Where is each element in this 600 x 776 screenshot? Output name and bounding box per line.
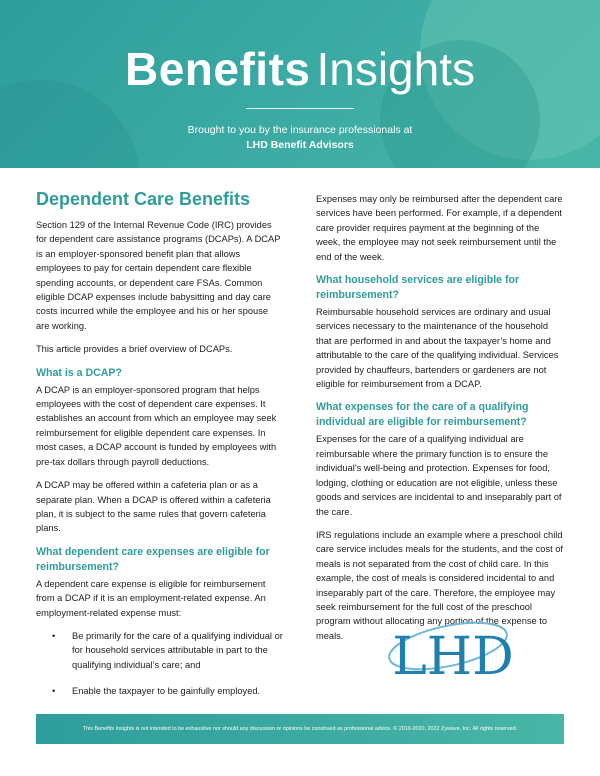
header-banner (0, 0, 600, 168)
list-item-text: Be primarily for the care of a qualifying individual or for household services attributable in part to the qualifying individual’s care; and (72, 630, 283, 670)
company-name: LHD Benefit Advisors (246, 139, 354, 151)
what-paragraph-2: A DCAP may be offered within a cafeteria plan or as a separate plan. When a DCAP is offered within a cafeteria plan, it is subject to the same rules that govern cafeteria plans. (36, 480, 271, 534)
newsletter-title (0, 43, 600, 95)
heading-what-is-dcap: What is a DCAP? (36, 366, 122, 379)
article-title: Dependent Care Benefits (36, 189, 251, 209)
bullet: • (52, 630, 56, 641)
bullet: • (52, 686, 56, 697)
logo-text: LHD (392, 627, 514, 686)
list-item (36, 684, 284, 698)
list-item (36, 629, 284, 672)
intro-paragraph: Section 129 of the Internal Revenue Code (IRC) provides for dependent care assistance programs (DCAPs). A DCAP is an employer-sponsored benefit plan that allows employees to pay for certain dependent care flexible spending accounts, or dependent care FSAs. Common eligible DCAP expenses include babysitting and day care costs incurred while the employee and his or her spouse are working. (36, 220, 281, 331)
footer-bar (36, 714, 564, 744)
care-paragraph: Expenses for the care of a qualifying individual are reimbursable where the primary function is to ensure the individual’s well-being and protection. Expenses for food, lodging, clothing or education are not eligible, unless these goods and services are incidental to and inseparably part of the care. (316, 434, 562, 517)
what-paragraph-1: A DCAP is an employer-sponsored program that helps employees with the cost of dependent care expenses. It establishes an account from which an employee may seek reimbursement for eligible dependent care expenses. In most cases, a DCAP account is funded by employees with pre-tax dollars through payroll deductions. (36, 384, 277, 467)
list-item-text: Enable the taxpayer to be gainfully employed. (72, 686, 261, 697)
intro-note: This article provides a brief overview of DCAPs. (36, 344, 233, 355)
heading-qualifying-care: What expenses for the care of a qualifying individual are eligible for reimbursement? (316, 401, 529, 429)
title-divider (246, 108, 354, 109)
irs-example-paragraph: IRS regulations include an example where a preschool child care service includes meals for the students, and the cost of meals is not separated from the cost of child care. In this example, the cost of meals is considered incidental to and inseparably part of the care. Therefore, the employee may seek reimbursement for the full cost of the preschool program without allocating any portion of the expense to meals. (316, 529, 564, 641)
heading-household-services: What household services are eligible for reimbursement? (316, 274, 520, 302)
household-paragraph: Reimbursable household services are ordinary and usual services necessary to the maintenance of the household that are performed in and about the taxpayer’s home and attributable to the care of the qualifying individual. Services provided by chauffeurs, bartenders or gardeners are not eligible for reimbursement from a DCAP. (316, 307, 559, 390)
brand-bold: Benefits (124, 43, 311, 95)
left-column (36, 188, 284, 711)
expenses-paragraph: A dependent care expense is eligible for reimbursement from a DCAP if it is an employment-related expense. An employment-related expense must: (36, 578, 266, 618)
footer-disclaimer: This Benefits Insights is not intended to be exhaustive nor should any discussion or opinions be construed as professional advice. © 2019-2020, 2022 Zywave, Inc. All rights reserved. (82, 726, 518, 732)
tagline: Brought to you by the insurance professionals at (187, 124, 413, 136)
lhd-logo (378, 616, 528, 686)
right-column (316, 192, 566, 652)
requirements-list (36, 629, 284, 699)
brand-light: Insights (316, 43, 475, 95)
heading-eligible-expenses: What dependent care expenses are eligible for reimbursement? (36, 545, 270, 573)
timing-paragraph: Expenses may only be reimbursed after the dependent care services have been performed. For example, if a dependent care provider requires payment at the beginning of the week, the employee may not seek reimbursement until the end of the week. (316, 194, 563, 262)
